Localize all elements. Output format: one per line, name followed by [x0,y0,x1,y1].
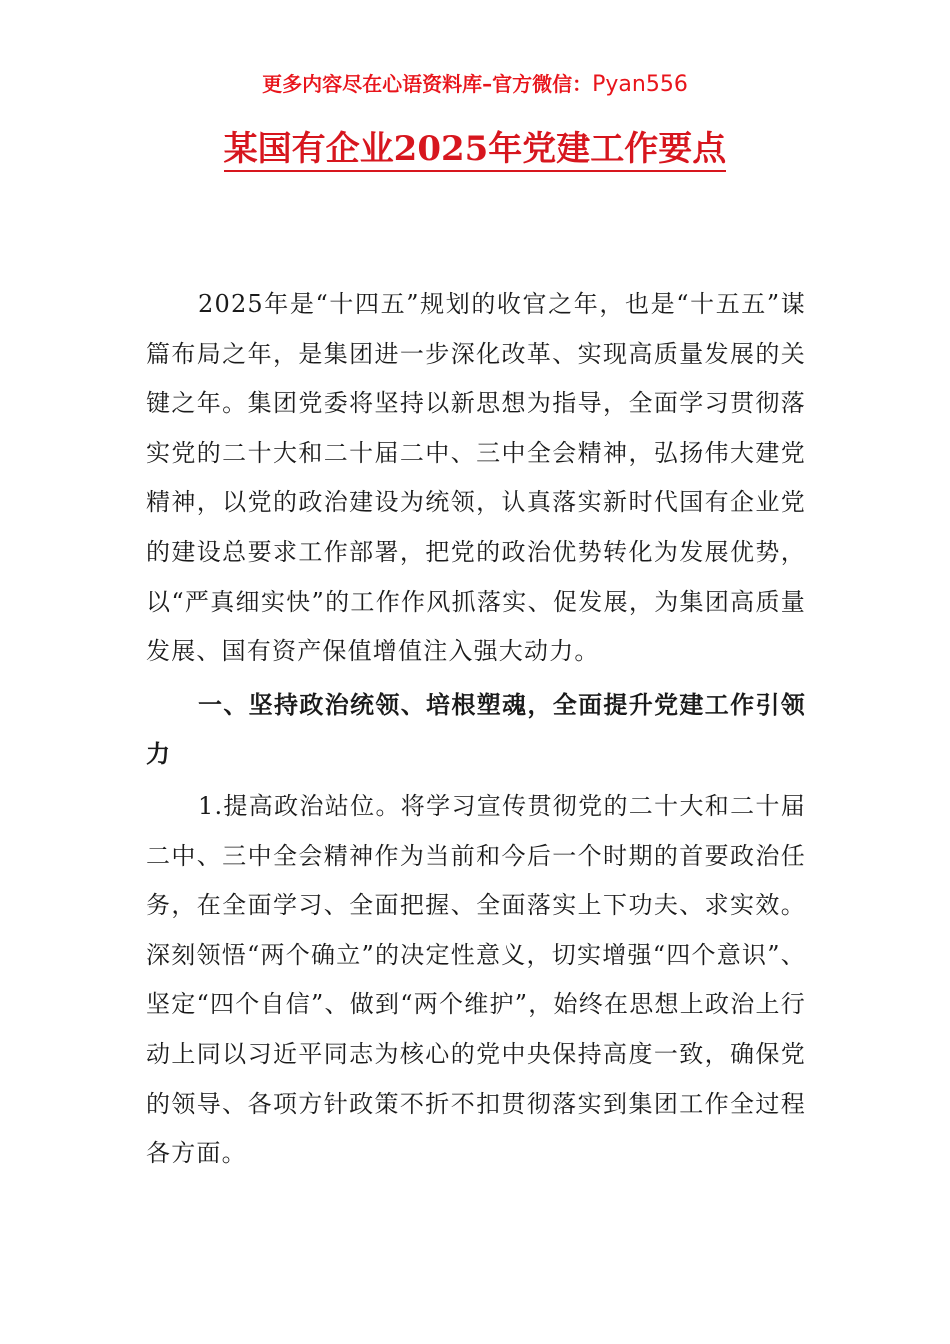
section-heading: 一、坚持政治统领、培根塑魂，全面提升党建工作引领力 [146,690,806,769]
document-title-text: 某国有企业2025年党建工作要点 [224,129,727,172]
promo-text: 更多内容尽在心语资料库–官方微信： [262,72,593,96]
intro-paragraph: 2025年是“十四五”规划的收官之年，也是“十五五”谋篇布局之年，是集团进一步深化改革、实现高质量发展的关键之年。集团党委将坚持以新思想为指导，全面学习贯彻落实党的二十大和二十届二中、三中全会精神，弘扬伟大建党精神，以党的政治建设为统领，认真落实新时代国有企业党的建设总要求工作部署，把党的政治优势转化为发展优势，以“严真细实快”的工作作风抓落实、促发展，为集团高质量发展、国有资产保值增值注入强大动力。 [146,290,806,666]
promo-header [0,70,950,99]
document-title [0,126,950,172]
document-body [146,280,806,1179]
item-paragraph: 1.提高政治站位。将学习宣传贯彻党的二十大和二十届二中、三中全会精神作为当前和今后一个时期的首要政治任务，在全面学习、全面把握、全面落实上下功夫、求实效。深刻领悟“两个确立”的决定性意义，切实增强“四个意识”、坚定“四个自信”、做到“两个维护”，始终在思想上政治上行动上同以习近平同志为核心的党中央保持高度一致，确保党的领导、各项方针政策不折不扣贯彻落实到集团工作全过程各方面。 [146,791,806,1168]
wechat-id: Pyan556 [592,72,688,97]
